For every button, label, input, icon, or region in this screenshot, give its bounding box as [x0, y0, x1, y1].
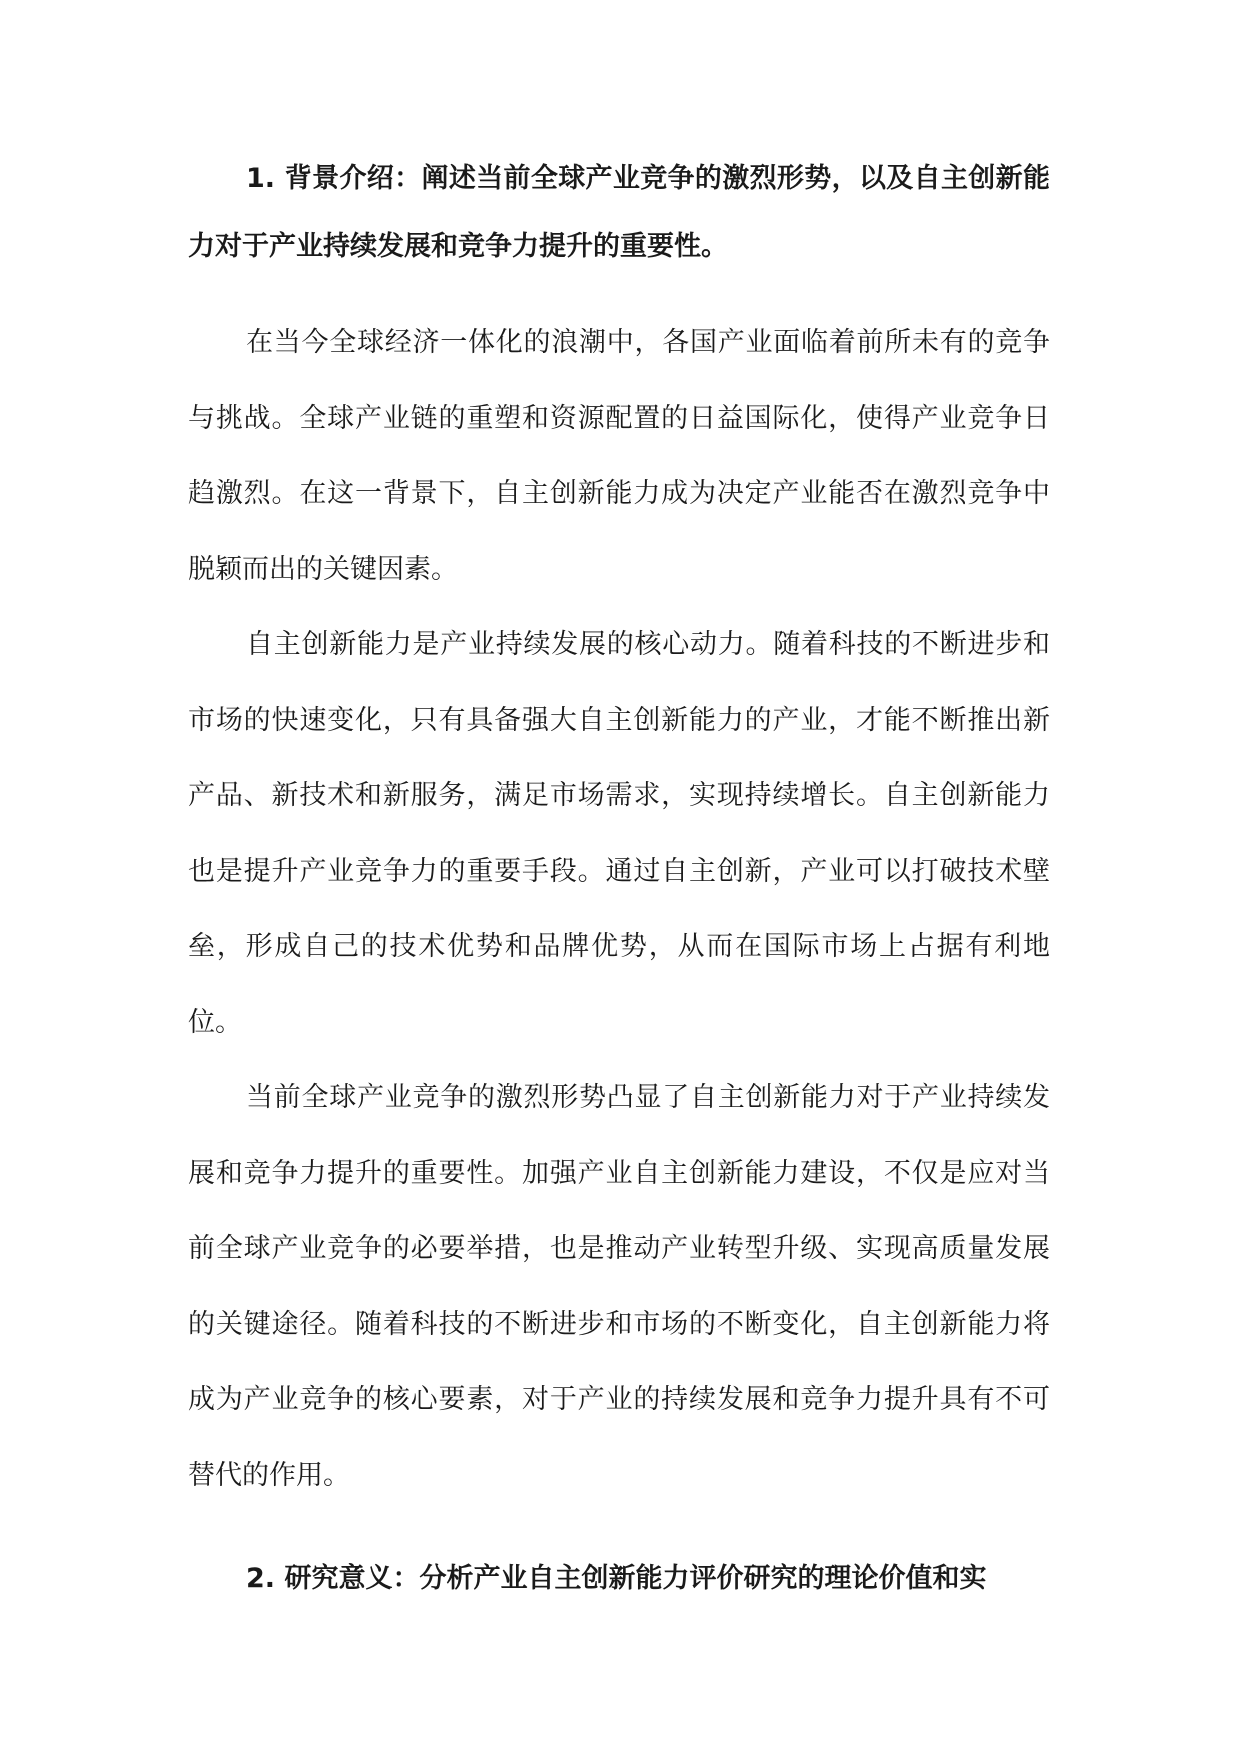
body-paragraph: 自主创新能力是产业持续发展的核心动力。随着科技的不断进步和市场的快速变化，只有具备强大自主创新能力的产业，才能不断推出新产品、新技术和新服务，满足市场需求，实现持续增长。自主创新能力也是提升产业竞争力的重要手段。通过自主创新，产业可以打破技术壁垒，形成自己的技术优势和品牌优势，从而在国际市场上占据有利地位。: [188, 629, 1050, 1038]
section-2-heading: 2. 研究意义：分析产业自主创新能力评价研究的理论价值和实: [246, 1563, 987, 1594]
body-paragraph: 在当今全球经济一体化的浪潮中，各国产业面临着前所未有的竞争与挑战。全球产业链的重塑和资源配置的日益国际化，使得产业竞争日趋激烈。在这一背景下，自主创新能力成为决定产业能否在激烈竞争中脱颖而出的关键因素。: [188, 327, 1050, 585]
section-1-heading: 1. 背景介绍：阐述当前全球产业竞争的激烈形势，以及自主创新能力对于产业持续发展和竞争力提升的重要性。: [188, 163, 1050, 262]
document-body: [188, 145, 1050, 1613]
body-paragraph: 当前全球产业竞争的激烈形势凸显了自主创新能力对于产业持续发展和竞争力提升的重要性。加强产业自主创新能力建设，不仅是应对当前全球产业竞争的必要举措，也是推动产业转型升级、实现高质量发展的关键途径。随着科技的不断进步和市场的不断变化，自主创新能力将成为产业竞争的核心要素，对于产业的持续发展和竞争力提升具有不可替代的作用。: [188, 1082, 1050, 1491]
